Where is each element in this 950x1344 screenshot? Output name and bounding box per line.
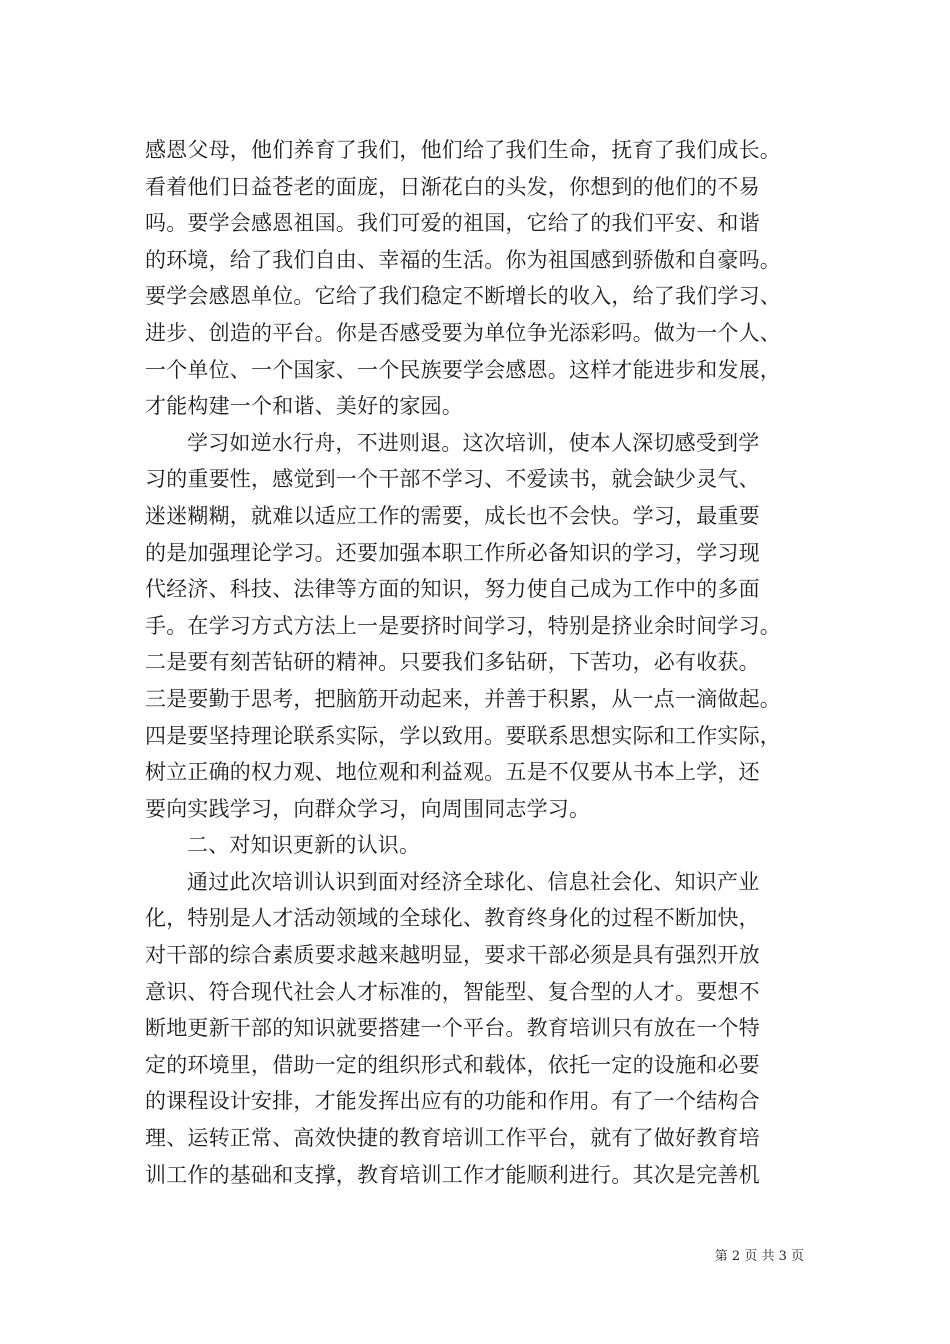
paragraph-3 <box>145 864 820 1193</box>
section-heading-text: 二、对知识更新的认识。 <box>187 833 421 858</box>
paragraph-1 <box>145 132 820 425</box>
text-line: 学习如逆水行舟，不进则退。这次培训，使本人深切感受到学 <box>187 430 760 455</box>
text-line: 的是加强理论学习。还要加强本职工作所必备知识的学习，学习现 <box>145 540 760 565</box>
text-line: 手。在学习方式方法上一是要挤时间学习，特别是挤业余时间学习。 <box>145 613 781 638</box>
text-line: 定的环境里，借助一定的组织形式和载体，依托一定的设施和必要 <box>145 1052 760 1077</box>
page-number: 第 2 页 共 3 页 <box>714 1249 804 1264</box>
text-line: 代经济、科技、法律等方面的知识，努力使自己成为工作中的多面 <box>145 577 760 602</box>
text-line: 迷迷糊糊，就难以适应工作的需要，成长也不会快。学习，最重要 <box>145 503 760 528</box>
text-line: 的环境，给了我们自由、幸福的生活。你为祖国感到骄傲和自豪吗。 <box>145 247 781 272</box>
text-line: 断地更新干部的知识就要搭建一个平台。教育培训只有放在一个特 <box>145 1016 760 1041</box>
text-line: 要向实践学习，向群众学习，向周围同志学习。 <box>145 796 591 821</box>
text-line: 才能构建一个和谐、美好的家园。 <box>145 394 463 419</box>
text-line: 化，特别是人才活动领域的全球化、教育终身化的过程不断加快， <box>145 906 760 931</box>
text-line: 进步、创造的平台。你是否感受要为单位争光添彩吗。做为一个人、 <box>145 320 781 345</box>
text-line: 一个单位、一个国家、一个民族要学会感恩。这样才能进步和发展， <box>145 357 781 382</box>
paragraph-2 <box>145 425 820 828</box>
text-line: 的课程设计安排，才能发挥出应有的功能和作用。有了一个结构合 <box>145 1089 760 1114</box>
text-line: 训工作的基础和支撑，教育培训工作才能顺利进行。其次是完善机 <box>145 1162 760 1187</box>
section-heading <box>145 827 820 864</box>
text-line: 四是要坚持理论联系实际，学以致用。要联系思想实际和工作实际， <box>145 723 781 748</box>
text-line: 二是要有刻苦钻研的精神。只要我们多钻研，下苦功，必有收获。 <box>145 650 760 675</box>
text-line: 吗。要学会感恩祖国。我们可爱的祖国，它给了的我们平安、和谐 <box>145 211 760 236</box>
text-line: 三是要勤于思考，把脑筋开动起来，并善于积累，从一点一滴做起。 <box>145 686 781 711</box>
text-line: 理、运转正常、高效快捷的教育培训工作平台，就有了做好教育培 <box>145 1126 760 1151</box>
text-line: 习的重要性，感觉到一个干部不学习、不爱读书，就会缺少灵气、 <box>145 467 760 492</box>
text-line: 意识、符合现代社会人才标准的，智能型、复合型的人才。要想不 <box>145 979 760 1004</box>
text-line: 要学会感恩单位。它给了我们稳定不断增长的收入，给了我们学习、 <box>145 284 781 309</box>
document-body <box>145 132 820 1193</box>
text-line: 感恩父母，他们养育了我们，他们给了我们生命，抚育了我们成长。 <box>145 138 781 162</box>
text-line: 通过此次培训认识到面对经济全球化、信息社会化、知识产业 <box>187 869 760 894</box>
text-line: 看着他们日益苍老的面庞，日渐花白的头发，你想到的他们的不易 <box>145 174 760 199</box>
text-line: 对干部的综合素质要求越来越明显，要求干部必须是具有强烈开放 <box>145 943 760 968</box>
text-line: 树立正确的权力观、地位观和利益观。五是不仅要从书本上学，还 <box>145 760 760 785</box>
